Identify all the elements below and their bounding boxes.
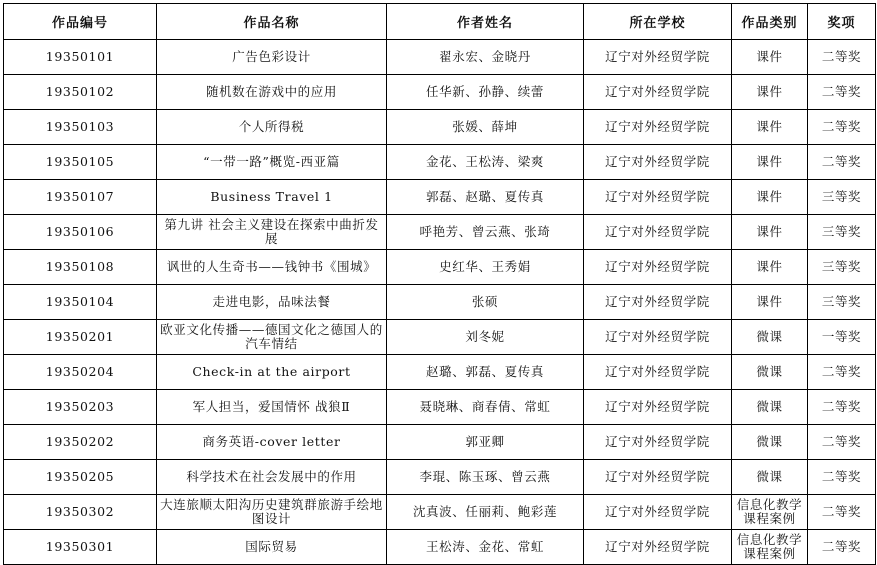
award-cell: 二等奖 xyxy=(808,40,876,75)
work-title-cell: 商务英语-cover letter xyxy=(157,425,387,460)
table-row xyxy=(4,425,876,460)
header-award: 奖项 xyxy=(808,4,876,40)
work-title-cell: 广告色彩设计 xyxy=(157,40,387,75)
category-cell: 课件 xyxy=(732,110,808,145)
table-row xyxy=(4,250,876,285)
work-title-cell: Business Travel 1 xyxy=(157,180,387,215)
authors-cell: 郭亚卿 xyxy=(387,425,584,460)
work-id-cell: 19350106 xyxy=(4,215,157,250)
school-cell: 辽宁对外经贸学院 xyxy=(584,530,732,565)
table-row xyxy=(4,180,876,215)
school-cell: 辽宁对外经贸学院 xyxy=(584,425,732,460)
category-cell: 课件 xyxy=(732,75,808,110)
work-title-cell: “一带一路”概览-西亚篇 xyxy=(157,145,387,180)
header-category: 作品类别 xyxy=(732,4,808,40)
work-title-cell: 讽世的人生奇书——钱钟书《围城》 xyxy=(157,250,387,285)
authors-cell: 李琨、陈玉琢、曾云燕 xyxy=(387,460,584,495)
work-id-cell: 19350101 xyxy=(4,40,157,75)
authors-cell: 沈真波、任丽莉、鲍彩莲 xyxy=(387,495,584,530)
table-row xyxy=(4,215,876,250)
authors-cell: 金花、王松涛、梁爽 xyxy=(387,145,584,180)
header-authors: 作者姓名 xyxy=(387,4,584,40)
award-cell: 三等奖 xyxy=(808,180,876,215)
category-cell: 信息化教学课程案例 xyxy=(732,495,808,530)
school-cell: 辽宁对外经贸学院 xyxy=(584,355,732,390)
work-id-cell: 19350105 xyxy=(4,145,157,180)
work-title-cell: 国际贸易 xyxy=(157,530,387,565)
school-cell: 辽宁对外经贸学院 xyxy=(584,40,732,75)
school-cell: 辽宁对外经贸学院 xyxy=(584,215,732,250)
category-cell: 信息化教学课程案例 xyxy=(732,530,808,565)
award-cell: 二等奖 xyxy=(808,75,876,110)
table-row xyxy=(4,40,876,75)
category-cell: 微课 xyxy=(732,355,808,390)
table-row xyxy=(4,320,876,355)
authors-cell: 刘冬妮 xyxy=(387,320,584,355)
table-row xyxy=(4,390,876,425)
work-id-cell: 19350301 xyxy=(4,530,157,565)
authors-cell: 赵璐、郭磊、夏传真 xyxy=(387,355,584,390)
authors-cell: 史红华、王秀娟 xyxy=(387,250,584,285)
work-title-cell: 随机数在游戏中的应用 xyxy=(157,75,387,110)
category-cell: 微课 xyxy=(732,425,808,460)
table-body xyxy=(4,40,876,565)
header-school: 所在学校 xyxy=(584,4,732,40)
work-id-cell: 19350201 xyxy=(4,320,157,355)
authors-cell: 翟永宏、金晓丹 xyxy=(387,40,584,75)
header-work-title: 作品名称 xyxy=(157,4,387,40)
school-cell: 辽宁对外经贸学院 xyxy=(584,320,732,355)
category-cell: 课件 xyxy=(732,180,808,215)
award-cell: 二等奖 xyxy=(808,145,876,180)
header-row xyxy=(4,4,876,40)
table-row xyxy=(4,110,876,145)
category-cell: 课件 xyxy=(732,40,808,75)
school-cell: 辽宁对外经贸学院 xyxy=(584,145,732,180)
table-row xyxy=(4,285,876,320)
category-cell: 微课 xyxy=(732,460,808,495)
work-id-cell: 19350103 xyxy=(4,110,157,145)
work-title-cell: 个人所得税 xyxy=(157,110,387,145)
table-header xyxy=(4,4,876,40)
table-row xyxy=(4,145,876,180)
work-title-cell: 大连旅顺太阳沟历史建筑群旅游手绘地图设计 xyxy=(157,495,387,530)
award-cell: 二等奖 xyxy=(808,495,876,530)
work-title-cell: 军人担当，爱国情怀 战狼Ⅱ xyxy=(157,390,387,425)
header-work-id: 作品编号 xyxy=(4,4,157,40)
work-title-cell: 科学技术在社会发展中的作用 xyxy=(157,460,387,495)
work-title-cell: 走进电影，品味法餐 xyxy=(157,285,387,320)
authors-cell: 任华新、孙静、续蕾 xyxy=(387,75,584,110)
authors-cell: 呼艳芳、曾云燕、张琦 xyxy=(387,215,584,250)
authors-cell: 张硕 xyxy=(387,285,584,320)
table-row xyxy=(4,460,876,495)
table-row xyxy=(4,75,876,110)
award-cell: 三等奖 xyxy=(808,285,876,320)
school-cell: 辽宁对外经贸学院 xyxy=(584,460,732,495)
work-id-cell: 19350205 xyxy=(4,460,157,495)
school-cell: 辽宁对外经贸学院 xyxy=(584,250,732,285)
award-cell: 二等奖 xyxy=(808,460,876,495)
award-cell: 二等奖 xyxy=(808,390,876,425)
category-cell: 课件 xyxy=(732,215,808,250)
table-row xyxy=(4,495,876,530)
school-cell: 辽宁对外经贸学院 xyxy=(584,390,732,425)
work-id-cell: 19350203 xyxy=(4,390,157,425)
category-cell: 课件 xyxy=(732,250,808,285)
authors-cell: 聂晓琳、商春倩、常虹 xyxy=(387,390,584,425)
category-cell: 课件 xyxy=(732,285,808,320)
school-cell: 辽宁对外经贸学院 xyxy=(584,285,732,320)
work-id-cell: 19350204 xyxy=(4,355,157,390)
work-title-cell: Check-in at the airport xyxy=(157,355,387,390)
awards-table xyxy=(3,3,876,565)
work-id-cell: 19350104 xyxy=(4,285,157,320)
work-id-cell: 19350202 xyxy=(4,425,157,460)
school-cell: 辽宁对外经贸学院 xyxy=(584,110,732,145)
award-cell: 三等奖 xyxy=(808,215,876,250)
category-cell: 微课 xyxy=(732,390,808,425)
award-cell: 二等奖 xyxy=(808,425,876,460)
work-id-cell: 19350302 xyxy=(4,495,157,530)
award-cell: 二等奖 xyxy=(808,530,876,565)
school-cell: 辽宁对外经贸学院 xyxy=(584,180,732,215)
authors-cell: 王松涛、金花、常虹 xyxy=(387,530,584,565)
authors-cell: 张媛、薛坤 xyxy=(387,110,584,145)
work-id-cell: 19350107 xyxy=(4,180,157,215)
work-title-cell: 欧亚文化传播——德国文化之德国人的汽车情结 xyxy=(157,320,387,355)
school-cell: 辽宁对外经贸学院 xyxy=(584,495,732,530)
award-cell: 二等奖 xyxy=(808,110,876,145)
award-cell: 二等奖 xyxy=(808,355,876,390)
work-title-cell: 第九讲 社会主义建设在探索中曲折发展 xyxy=(157,215,387,250)
work-id-cell: 19350102 xyxy=(4,75,157,110)
school-cell: 辽宁对外经贸学院 xyxy=(584,75,732,110)
work-id-cell: 19350108 xyxy=(4,250,157,285)
authors-cell: 郭磊、赵璐、夏传真 xyxy=(387,180,584,215)
table-row xyxy=(4,530,876,565)
award-cell: 三等奖 xyxy=(808,250,876,285)
category-cell: 课件 xyxy=(732,145,808,180)
table-row xyxy=(4,355,876,390)
award-cell: 一等奖 xyxy=(808,320,876,355)
category-cell: 微课 xyxy=(732,320,808,355)
